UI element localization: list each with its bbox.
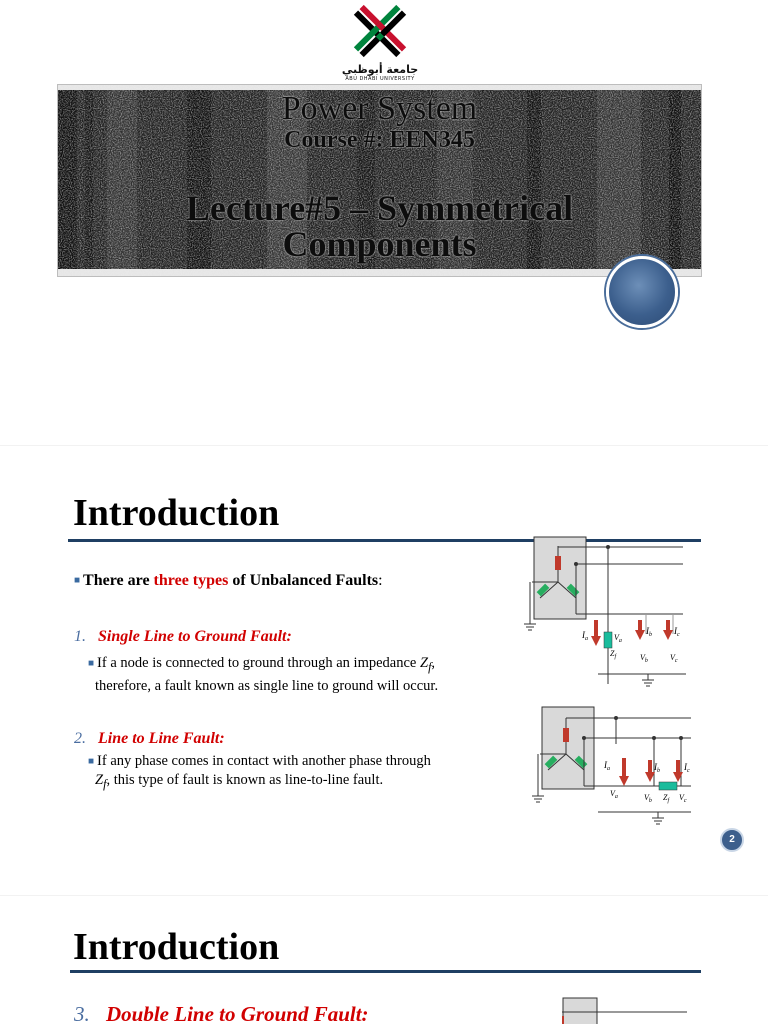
label-vc: $V_c$ <box>679 793 687 804</box>
fault-type-2-description <box>88 752 518 794</box>
label-vb: $V_b$ <box>640 653 648 664</box>
desc-text: , this type of fault is known as line-to-line fault. <box>106 772 384 789</box>
introduction-slide-continued <box>0 910 768 1024</box>
label-va: $V_a$ <box>614 633 622 644</box>
desc-text: If a node is connected to ground through an impedance <box>97 655 420 671</box>
fault-type-1-description <box>88 654 518 696</box>
label-ic: $I_c$ <box>684 762 690 774</box>
slide-separator <box>0 895 768 896</box>
double-line-ground-circuit-partial <box>562 996 692 1024</box>
logo-english-text: ABU DHABI UNIVERSITY <box>345 76 415 82</box>
slide-title: Introduction <box>73 492 280 534</box>
line-to-line-circuit <box>526 704 696 864</box>
label-ia: $I_a$ <box>604 760 610 772</box>
label-ic: $I_c$ <box>674 626 680 638</box>
intro-highlight: three types <box>153 572 229 589</box>
item-number: 2. <box>74 730 86 747</box>
logo-emblem-icon <box>348 2 412 60</box>
desc-text-continued: therefore, a fault known as single line to ground will occur. <box>95 677 439 694</box>
item-label: Single Line to Ground Fault: <box>98 628 292 645</box>
course-number: Course #: EEN345 <box>284 127 475 153</box>
zf-symbol: Z <box>419 655 429 671</box>
university-logo <box>325 2 435 86</box>
label-vb: $V_b$ <box>644 793 652 804</box>
bullet-icon: ■ <box>88 658 95 670</box>
lecture-title-line1: Lecture#5 – Symmetrical <box>185 188 574 228</box>
zf-subscript: f <box>103 777 107 792</box>
title-slide <box>0 0 768 420</box>
label-va: $V_a$ <box>610 789 618 800</box>
title-banner <box>57 84 702 277</box>
desc-text: , <box>431 655 436 671</box>
logo-arabic-text: جامعة أبوظبي <box>341 63 419 76</box>
fault-type-3 <box>74 1001 369 1024</box>
decorative-circle <box>606 256 678 328</box>
single-line-ground-circuit <box>518 534 693 692</box>
bullet-icon: ■ <box>88 756 95 768</box>
title-underline <box>70 970 701 973</box>
label-zf: $Z_f$ <box>663 793 670 804</box>
label-ia: $I_a$ <box>582 630 588 642</box>
zf-symbol: Z <box>95 772 104 789</box>
intro-prefix: There are <box>83 572 154 589</box>
lecture-title <box>57 190 702 262</box>
course-title: Power System <box>281 90 478 127</box>
slide-title: Introduction <box>73 926 280 968</box>
bullet-icon: ■ <box>74 575 81 587</box>
intro-bullet <box>74 570 383 592</box>
page-number-badge: 2 <box>720 828 744 852</box>
label-ib: $I_b$ <box>646 626 652 638</box>
fault-type-1 <box>74 626 292 648</box>
desc-text: If any phase comes in contact with another phase through <box>97 753 431 769</box>
fault-type-2 <box>74 728 225 750</box>
label-ib: $I_b$ <box>654 762 660 774</box>
label-vc: $V_c$ <box>670 653 678 664</box>
introduction-slide <box>0 470 768 890</box>
item-label: Double Line to Ground Fault: <box>106 1002 369 1024</box>
intro-colon: : <box>378 572 383 589</box>
item-number: 3. <box>74 1002 90 1024</box>
label-zf: $Z_f$ <box>610 649 617 660</box>
item-label: Line to Line Fault: <box>98 730 225 747</box>
lecture-title-line2: Components <box>282 224 477 264</box>
intro-suffix: of Unbalanced Faults <box>228 572 379 589</box>
slide-separator <box>0 445 768 446</box>
item-number: 1. <box>74 628 86 645</box>
zf-subscript: f <box>428 659 432 674</box>
